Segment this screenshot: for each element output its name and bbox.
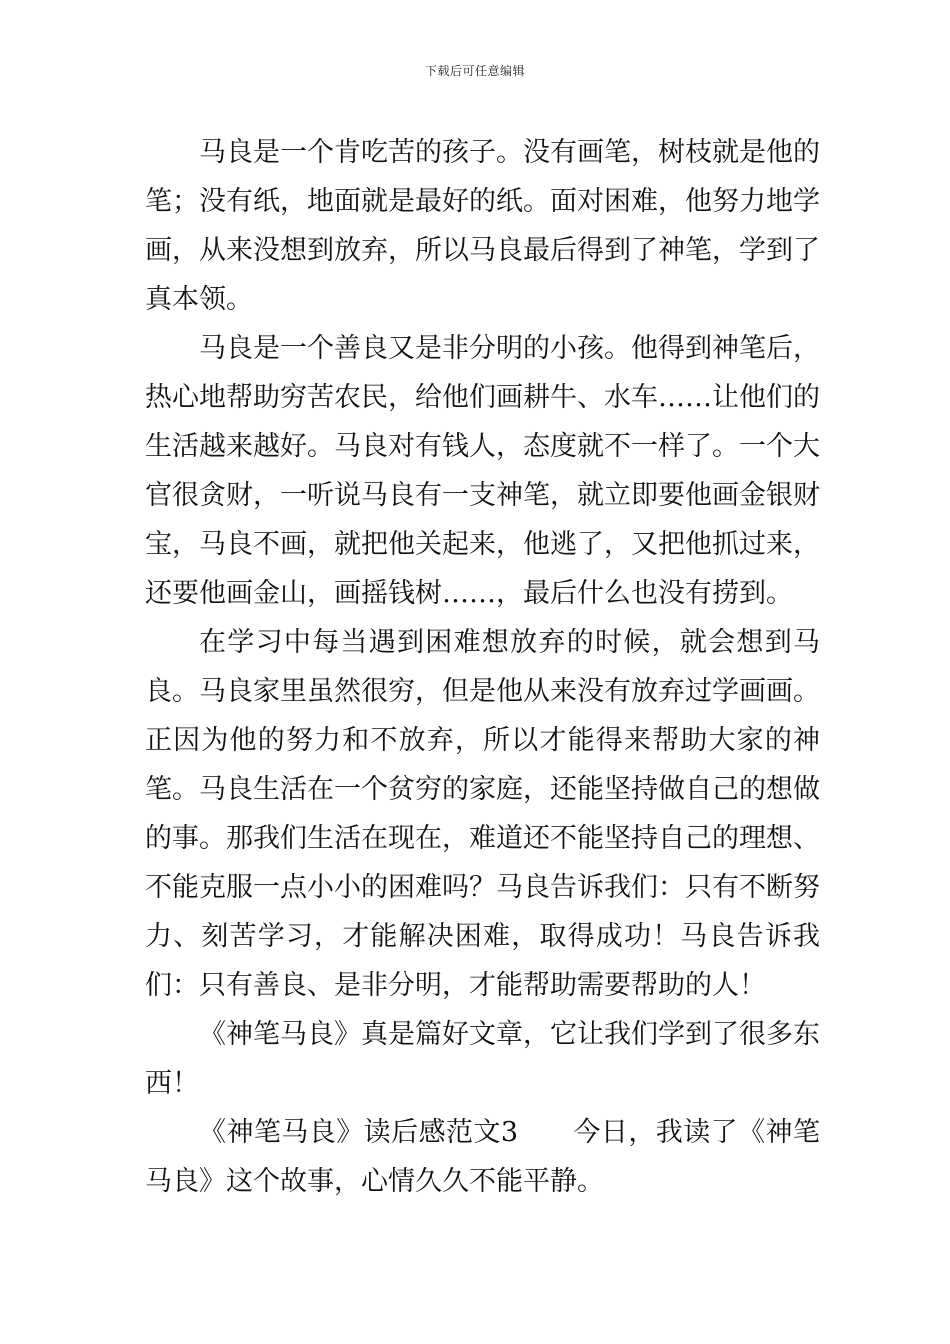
document-body xyxy=(145,128,820,1206)
paragraph-4: 《神笔马良》真是篇好文章，它让我们学到了很多东西！ xyxy=(145,1019,820,1099)
header-note: 下载后可任意编辑 xyxy=(424,64,525,78)
paragraph-5: 《神笔马良》读后感范文3 今日，我读了《神笔马良》这个故事，心情久久不能平静。 xyxy=(145,1117,820,1197)
paragraph-2: 马良是一个善良又是非分明的小孩。他得到神笔后，热心地帮助穷苦农民，给他们画耕牛、水车……让他们的生活越来越好。马良对有钱人，态度就不一样了。一个大官很贪财，一听说马良有一支神笔，就立即要他画金银财宝，马良不画，就把他关起来，他逃了，又把他抓过来，还要他画金山，画摇钱树……，最后什么也没有捞到。 xyxy=(145,333,820,609)
paragraph-1: 马良是一个肯吃苦的孩子。没有画笔，树枝就是他的笔；没有纸，地面就是最好的纸。面对困难，他努力地学画，从来没想到放弃，所以马良最后得到了神笔，学到了真本领。 xyxy=(145,137,820,315)
paragraph-3: 在学习中每当遇到困难想放弃的时候，就会想到马良。马良家里虽然很穷，但是他从来没有放弃过学画画。正因为他的努力和不放弃，所以才能得来帮助大家的神笔。马良生活在一个贫穷的家庭，还能坚持做自己的想做的事。那我们生活在现在，难道还不能坚持自己的理想、不能克服一点小小的困难吗？马良告诉我们：只有不断努力、刻苦学习，才能解决困难，取得成功！马良告诉我们：只有善良、是非分明，才能帮助需要帮助的人！ xyxy=(145,627,820,1001)
